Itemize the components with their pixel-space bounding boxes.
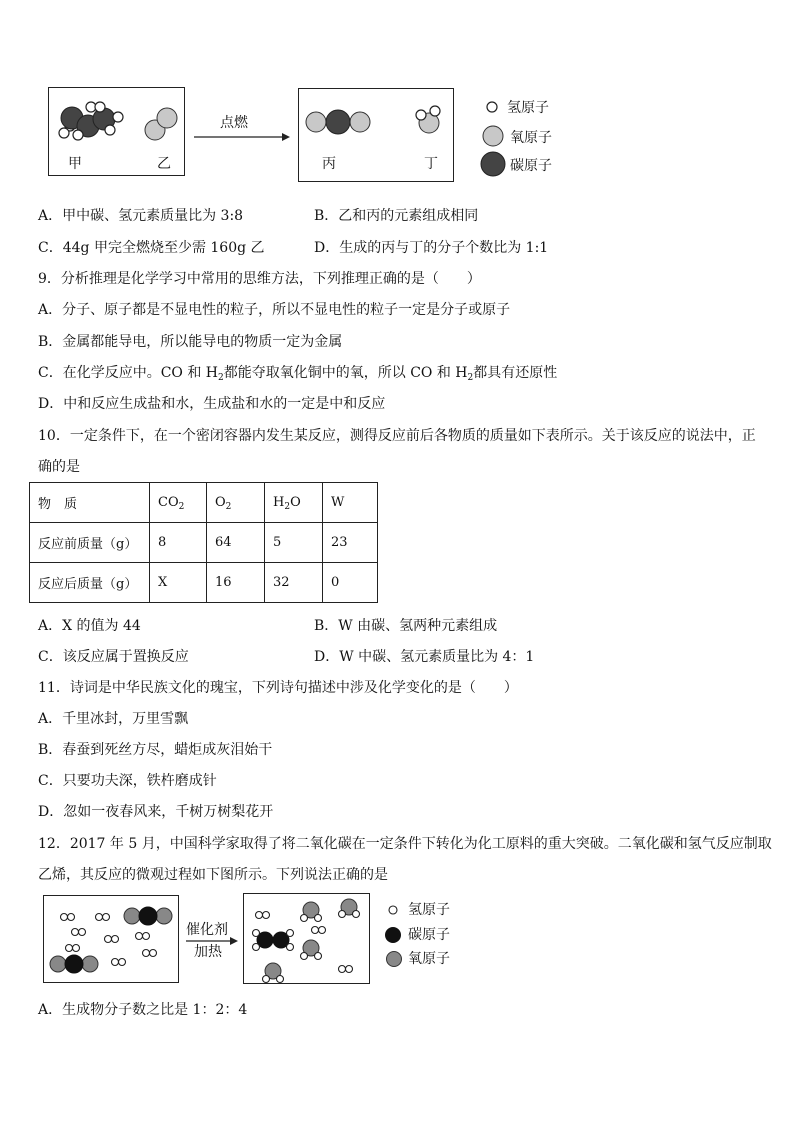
table-header-cell: $H_2O$ bbox=[265, 483, 323, 523]
legend2-hydrogen-icon bbox=[387, 904, 399, 916]
label-bing: 丙 bbox=[322, 156, 336, 172]
q10-option-a: A．X 的值为 44 bbox=[38, 618, 141, 634]
q10-stem-line2: 确的是 bbox=[38, 459, 80, 475]
table-header-cell: 物 质 bbox=[30, 483, 150, 523]
legend1-carbon-icon bbox=[479, 150, 507, 178]
legend2-hydrogen: 氢原子 bbox=[408, 902, 450, 918]
legend1-hydrogen: 氢原子 bbox=[507, 100, 549, 116]
arrow-label-ignite: 点燃 bbox=[220, 115, 248, 131]
q8-option-a: A．甲中碳、氢元素质量比为 3:8 bbox=[38, 208, 244, 224]
reaction-arrow bbox=[192, 130, 292, 144]
q8-option-b: B．乙和丙的元素组成相同 bbox=[314, 208, 479, 224]
q9-stem: 9．分析推理是化学学习中常用的思维方法，下列推理正确的是（ ） bbox=[38, 271, 481, 287]
table-cell: 8 bbox=[150, 523, 207, 563]
legend2-carbon-icon bbox=[384, 926, 402, 944]
q11-stem: 11．诗词是中华民族文化的瑰宝，下列诗句描述中涉及化学变化的是（ ） bbox=[38, 680, 518, 696]
table-header-cell: W bbox=[323, 483, 378, 523]
table-header-row bbox=[30, 483, 378, 523]
q10-stem-line1: 10．一定条件下，在一个密闭容器内发生某反应，测得反应前后各物质的质量如下表所示。关于该反应的说法中，正 bbox=[38, 428, 756, 444]
label-ding: 丁 bbox=[424, 156, 438, 172]
table-cell: 0 bbox=[323, 563, 378, 603]
q8-option-d: D．生成的丙与丁的分子个数比为 1:1 bbox=[314, 240, 549, 256]
q11-option-a: A．千里冰封，万里雪飘 bbox=[38, 711, 189, 727]
q10-option-b: B．W 由碳、氢两种元素组成 bbox=[314, 618, 498, 634]
table-cell: X bbox=[150, 563, 207, 603]
table-cell: 反应后质量（g） bbox=[30, 563, 150, 603]
table-row bbox=[30, 563, 378, 603]
q11-option-c: C．只要功夫深，铁杵磨成针 bbox=[38, 773, 217, 789]
legend2-oxygen-icon bbox=[385, 950, 403, 968]
q12-product-molecules bbox=[243, 893, 370, 984]
q9-option-c: C．在化学反应中。CO 和 $H_2$都能夺取氧化铜中的氧，所以 CO 和 $H_2$都具有还原性 bbox=[38, 365, 558, 383]
legend1-oxygen: 氧原子 bbox=[510, 130, 552, 146]
table-cell: 反应前质量（g） bbox=[30, 523, 150, 563]
table-row bbox=[30, 523, 378, 563]
table-header-cell: $O_2$ bbox=[207, 483, 265, 523]
table-cell: 32 bbox=[265, 563, 323, 603]
q12-reactant-molecules bbox=[43, 895, 179, 983]
q12-option-a: A．生成物分子数之比是 1：2：4 bbox=[38, 1002, 248, 1018]
q8-option-c: C．44g 甲完全燃烧至少需 160g 乙 bbox=[38, 240, 265, 256]
label-yi: 乙 bbox=[157, 156, 171, 172]
q11-option-b: B．春蚕到死丝方尽，蜡炬成灰泪始干 bbox=[38, 742, 273, 758]
q10-option-c: C．该反应属于置换反应 bbox=[38, 649, 189, 665]
legend1-oxygen-icon bbox=[481, 124, 505, 148]
q11-option-d: D．忽如一夜春风来，千树万树梨花开 bbox=[38, 804, 274, 820]
q9-option-b: B．金属都能导电，所以能导电的物质一定为金属 bbox=[38, 334, 343, 350]
table-cell: 64 bbox=[207, 523, 265, 563]
table-cell: 23 bbox=[323, 523, 378, 563]
q12-stem-line1: 12．2017 年 5 月，中国科学家取得了将二氧化碳在一定条件下转化为化工原料的重大突破。二氧化碳和氢气反应制取 bbox=[38, 836, 772, 852]
legend1-carbon: 碳原子 bbox=[510, 158, 552, 174]
table-cell: 5 bbox=[265, 523, 323, 563]
q12-arrow-top-label: 催化剂 bbox=[186, 922, 228, 938]
q12-stem-line2: 乙烯，其反应的微观过程如下图所示。下列说法正确的是 bbox=[38, 867, 388, 883]
q12-arrow-bottom-label: 加热 bbox=[194, 944, 222, 960]
legend2-oxygen: 氧原子 bbox=[408, 951, 450, 967]
q10-mass-table bbox=[29, 482, 378, 603]
table-header-cell: $CO_2$ bbox=[150, 483, 207, 523]
q9-option-a: A．分子、原子都是不显电性的粒子，所以不显电性的粒子一定是分子或原子 bbox=[38, 302, 511, 318]
q10-option-d: D．W 中碳、氢元素质量比为 4：1 bbox=[314, 649, 535, 665]
legend1-hydrogen-icon bbox=[485, 100, 499, 114]
label-jia: 甲 bbox=[68, 156, 82, 172]
table-cell: 16 bbox=[207, 563, 265, 603]
q9-option-d: D．中和反应生成盐和水，生成盐和水的一定是中和反应 bbox=[38, 396, 386, 412]
legend2-carbon: 碳原子 bbox=[408, 927, 450, 943]
